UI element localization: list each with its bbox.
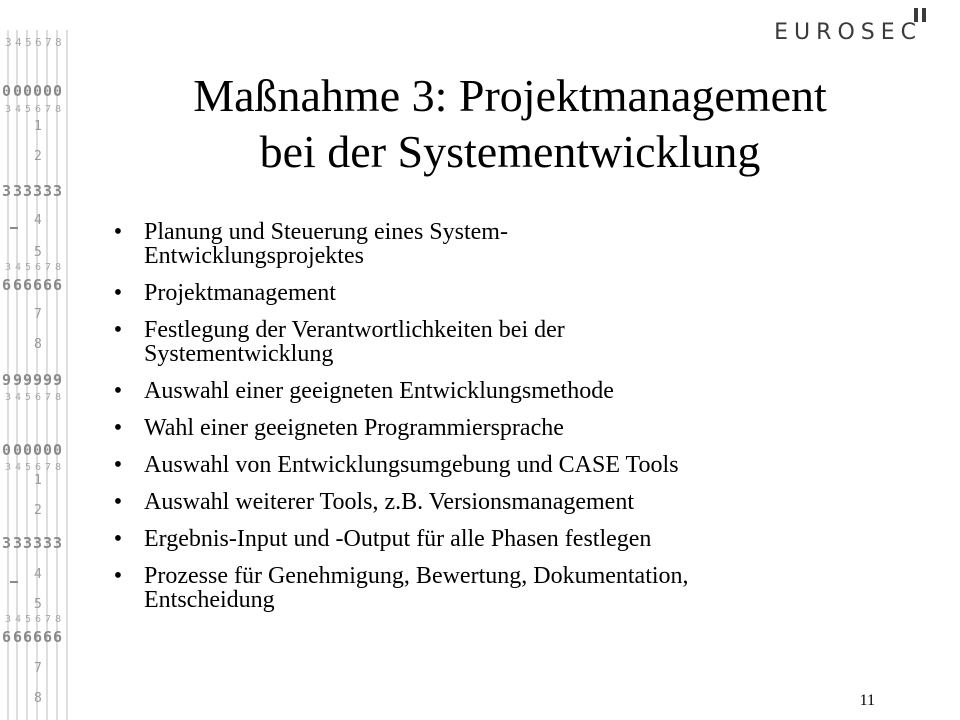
svg-text:0: 0 <box>53 441 63 459</box>
list-item <box>108 564 908 612</box>
svg-text:6: 6 <box>43 628 53 646</box>
svg-text:0: 0 <box>13 441 23 459</box>
svg-text:3: 3 <box>33 182 43 200</box>
svg-text:0: 0 <box>43 441 53 459</box>
list-item-text: Auswahl weiterer Tools, z.B. Versionsmanagement <box>144 489 634 515</box>
svg-text:0: 0 <box>43 82 53 100</box>
svg-text:7: 7 <box>45 462 52 473</box>
svg-text:6: 6 <box>35 614 42 625</box>
bullet-list <box>108 220 908 625</box>
bullet-icon: • <box>113 378 123 404</box>
svg-text:3: 3 <box>43 534 53 552</box>
svg-text:8: 8 <box>55 104 62 115</box>
svg-text:8: 8 <box>55 392 62 403</box>
svg-text:3: 3 <box>5 462 12 473</box>
svg-text:7: 7 <box>45 36 52 49</box>
svg-text:4: 4 <box>15 392 22 403</box>
svg-text:0: 0 <box>23 82 33 100</box>
svg-text:0: 0 <box>53 82 63 100</box>
svg-text:6: 6 <box>2 628 12 646</box>
svg-text:6: 6 <box>13 276 23 294</box>
svg-text:9: 9 <box>43 371 53 389</box>
svg-text:9: 9 <box>23 371 33 389</box>
svg-text:8: 8 <box>55 614 62 625</box>
list-item-text: Prozesse für Genehmigung, Bewertung, Dokumentation, <box>144 563 689 589</box>
svg-text:1: 1 <box>34 119 42 134</box>
list-item-text: Wahl einer geeigneten Programmiersprache <box>144 415 564 441</box>
title-line-1: Maßnahme 3: Projektmanagement <box>193 70 827 121</box>
svg-text:8: 8 <box>55 262 62 273</box>
list-item-text: Auswahl von Entwicklungsumgebung und CASE Tools <box>144 452 679 478</box>
svg-text:6: 6 <box>35 462 42 473</box>
list-item-text: Ergebnis-Input und -Output für alle Phasen festlegen <box>144 526 652 552</box>
svg-text:9: 9 <box>13 371 23 389</box>
svg-text:8: 8 <box>55 462 62 473</box>
svg-text:3: 3 <box>5 104 12 115</box>
svg-text:3: 3 <box>5 392 12 403</box>
svg-text:0: 0 <box>2 82 12 100</box>
list-item-text: Planung und Steuerung eines System- <box>144 219 508 245</box>
svg-text:3: 3 <box>13 182 23 200</box>
bullet-icon: • <box>113 415 123 441</box>
svg-text:4: 4 <box>15 462 22 473</box>
svg-text:0: 0 <box>33 82 43 100</box>
svg-text:3: 3 <box>33 534 43 552</box>
svg-text:8: 8 <box>34 337 42 352</box>
bullet-icon: • <box>113 317 123 343</box>
svg-text:5: 5 <box>25 36 32 49</box>
svg-text:6: 6 <box>43 276 53 294</box>
list-item <box>108 490 908 514</box>
svg-text:6: 6 <box>13 628 23 646</box>
list-item <box>108 281 908 305</box>
svg-text:5: 5 <box>34 597 42 612</box>
list-item-text: Festlegung der Verantwortlichkeiten bei der <box>144 317 565 343</box>
list-item <box>108 318 908 366</box>
svg-text:6: 6 <box>53 276 63 294</box>
bullet-icon: • <box>113 280 123 306</box>
svg-text:4: 4 <box>34 213 42 228</box>
svg-text:9: 9 <box>53 371 63 389</box>
logo-text: EUROSEC <box>774 20 922 45</box>
svg-text:2: 2 <box>34 503 42 518</box>
svg-text:5: 5 <box>25 614 32 625</box>
svg-text:3: 3 <box>13 534 23 552</box>
svg-text:8: 8 <box>34 691 42 706</box>
svg-text:4: 4 <box>34 567 42 582</box>
bullet-icon: • <box>113 489 123 515</box>
svg-text:3: 3 <box>2 534 12 552</box>
svg-text:6: 6 <box>33 276 43 294</box>
list-item <box>108 416 908 440</box>
svg-text:0: 0 <box>2 441 12 459</box>
svg-text:5: 5 <box>25 104 32 115</box>
bullet-icon: • <box>113 219 123 245</box>
list-item <box>108 220 908 268</box>
list-item <box>108 453 908 477</box>
decorative-number-strip <box>0 0 78 720</box>
svg-text:6: 6 <box>33 628 43 646</box>
slide-title <box>110 68 910 180</box>
svg-text:0: 0 <box>33 441 43 459</box>
svg-text:4: 4 <box>15 262 22 273</box>
svg-text:7: 7 <box>45 104 52 115</box>
svg-text:6: 6 <box>2 276 12 294</box>
svg-text:3: 3 <box>43 182 53 200</box>
svg-text:9: 9 <box>33 371 43 389</box>
svg-text:5: 5 <box>25 392 32 403</box>
svg-text:6: 6 <box>53 628 63 646</box>
bullet-icon: • <box>113 526 123 552</box>
bullet-icon: • <box>113 452 123 478</box>
title-line-2: bei der Systementwicklung <box>259 126 761 177</box>
page-number: 11 <box>859 692 875 709</box>
svg-text:7: 7 <box>34 307 42 322</box>
svg-text:6: 6 <box>35 262 42 273</box>
svg-text:9: 9 <box>2 371 12 389</box>
svg-text:4: 4 <box>15 614 22 625</box>
svg-text:1: 1 <box>34 473 42 488</box>
svg-text:7: 7 <box>45 614 52 625</box>
svg-text:0: 0 <box>13 82 23 100</box>
list-item <box>108 379 908 403</box>
svg-text:6: 6 <box>35 392 42 403</box>
svg-text:0: 0 <box>23 441 33 459</box>
svg-text:5: 5 <box>34 245 42 260</box>
svg-text:5: 5 <box>25 462 32 473</box>
list-item-text: Projektmanagement <box>144 280 336 306</box>
svg-text:3: 3 <box>23 534 33 552</box>
svg-text:6: 6 <box>23 628 33 646</box>
list-item-text-cont: Entwicklungsprojektes <box>144 243 364 269</box>
svg-text:7: 7 <box>34 661 42 676</box>
svg-text:3: 3 <box>5 262 12 273</box>
svg-text:6: 6 <box>23 276 33 294</box>
eurosec-logo <box>774 4 936 52</box>
svg-text:3: 3 <box>5 614 12 625</box>
svg-text:8: 8 <box>55 36 62 49</box>
list-item-text-cont: Systementwicklung <box>144 341 334 367</box>
bullet-icon: • <box>113 563 123 589</box>
svg-text:3: 3 <box>23 182 33 200</box>
svg-text:4: 4 <box>15 36 22 49</box>
svg-text:4: 4 <box>15 104 22 115</box>
list-item-text-cont: Entscheidung <box>144 587 275 613</box>
svg-text:7: 7 <box>45 262 52 273</box>
svg-text:2: 2 <box>34 149 42 164</box>
svg-text:3: 3 <box>5 36 12 49</box>
number-strip-graphic <box>0 0 78 720</box>
svg-text:6: 6 <box>35 104 42 115</box>
svg-text:6: 6 <box>35 36 42 49</box>
svg-text:3: 3 <box>53 534 63 552</box>
list-item-text: Auswahl einer geeigneten Entwicklungsmethode <box>144 378 614 404</box>
svg-text:3: 3 <box>2 182 12 200</box>
svg-text:3: 3 <box>53 182 63 200</box>
svg-text:7: 7 <box>45 392 52 403</box>
svg-text:5: 5 <box>25 262 32 273</box>
list-item <box>108 527 908 551</box>
